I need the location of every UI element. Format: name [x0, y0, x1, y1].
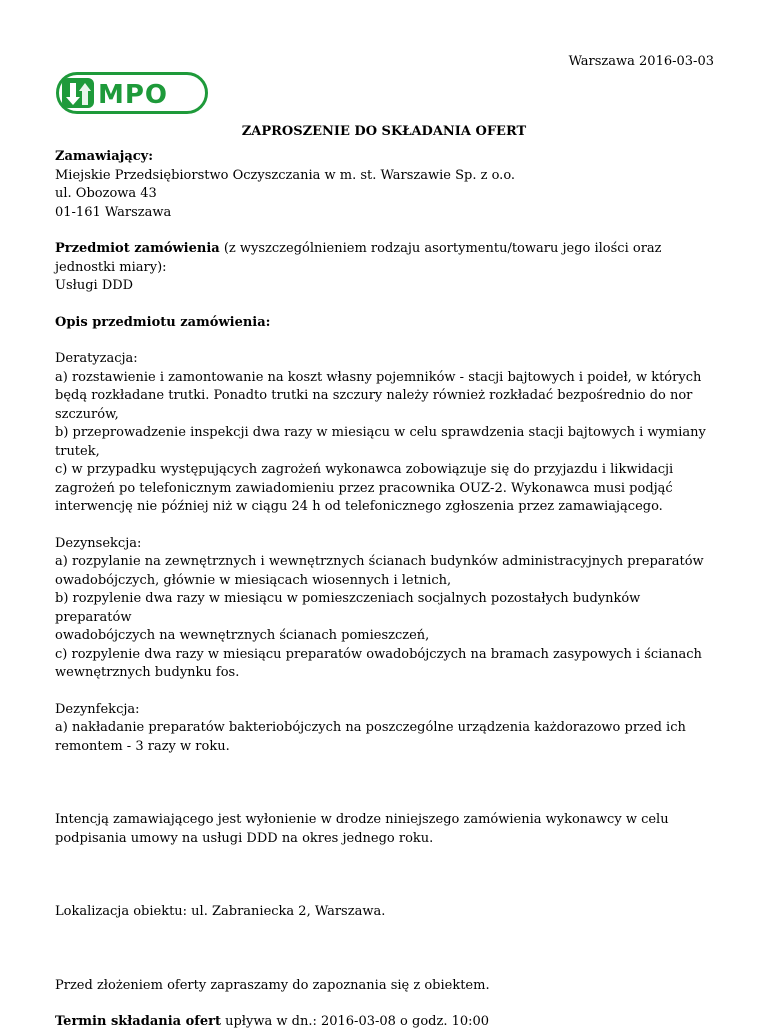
przedmiot-desc: (z wyszczególnieniem rodzaju asortymentu/towaru jego ilości oraz — [219, 241, 662, 256]
dezynsekcja-heading: Dezynsekcja: — [55, 535, 142, 551]
document-title: ZAPROSZENIE DO SKŁADANIA OFERT — [241, 124, 527, 139]
zamawiajacy-street: ul. Obozowa 43 — [55, 186, 157, 201]
dezynsekcja-line: owadobójczych, głównie w miesiącach wiosennych i letnich, — [55, 572, 452, 588]
termin-label: Termin składania ofert — [55, 1014, 221, 1029]
dezynsekcja-line: c) rozpylenie dwa razy w miesiącu preparatów owadobójczych na bramach zasypowych i ścianach — [55, 646, 702, 662]
recycle-arrows-icon — [62, 78, 94, 108]
deratyzacja-line: interwencję nie później niż w ciągu 24 h od telefonicznego zgłoszenia przez zamawiającego. — [55, 499, 663, 514]
deratyzacja-line: będą rozkładane trutki. Ponadto trutki na szczury należy również rozkładać bezpośrednio do nor — [55, 388, 693, 403]
dezynfekcja-line: remontem - 3 razy w roku. — [55, 738, 230, 754]
dezynsekcja-line: b) rozpylenie dwa razy w miesiącu w pomieszczeniach socjalnych pozostałych budynków preparatów — [55, 591, 641, 625]
mpo-logo — [56, 72, 208, 114]
document-body — [55, 148, 720, 1032]
przedmiot-label: Przedmiot zamówienia — [55, 241, 220, 256]
przedmiot-desc-cont: jednostki miary): — [55, 259, 167, 275]
deratyzacja-line: a) rozstawienie i zamontowanie na koszt własny pojemników - stacji bajtowych i poideł, w których — [55, 369, 702, 385]
przedmiot-value: Usługi DDD — [55, 278, 134, 293]
dezynfekcja-line: a) nakładanie preparatów bakteriobójczych na poszczególne urządzenia każdorazowo przed ich — [55, 720, 686, 735]
termin-text: upływa w dn.: 2016-03-08 o godz. 10:00 — [220, 1014, 490, 1029]
zamawiajacy-name: Miejskie Przedsiębiorstwo Oczyszczania w m. st. Warszawie Sp. z o.o. — [55, 167, 516, 183]
dezynsekcja-line: wewnętrznych budynku fos. — [55, 665, 240, 680]
deratyzacja-line: c) w przypadku występujących zagrożeń wykonawca zobowiązuje się do przyjazdu i likwidacji — [55, 462, 674, 477]
deratyzacja-line: b) przeprowadzenie inspekcji dwa razy w miesiącu w celu sprawdzenia stacji bajtowych i wymiany — [55, 425, 706, 440]
zamawiajacy-label: Zamawiający: — [55, 149, 154, 164]
deratyzacja-line: zagrożeń po telefonicznym zawiadomieniu przez pracownika OUZ-2. Wykonawca musi podjąć — [55, 480, 673, 496]
document-date: Warszawa 2016-03-03 — [568, 54, 714, 69]
zamawiajacy-city: 01-161 Warszawa — [55, 204, 172, 220]
deratyzacja-line: trutek, — [55, 443, 100, 459]
dezynfekcja-heading: Dezynfekcja: — [55, 701, 140, 717]
deratyzacja-heading: Deratyzacja: — [55, 351, 138, 366]
termin-paragraph — [55, 1013, 720, 1032]
przedmiot-paragraph — [55, 240, 720, 259]
dezynsekcja-line: owadobójczych na wewnętrznych ścianach pomieszczeń, — [55, 628, 430, 643]
deratyzacja-line: szczurów, — [55, 406, 119, 422]
lokalizacja-line: Lokalizacja obiektu: ul. Zabraniecka 2, Warszawa. — [55, 904, 386, 919]
dezynsekcja-line: a) rozpylanie na zewnętrznych i wewnętrznych ścianach budynków administracyjnych preparatów — [55, 554, 704, 569]
intencja-line: Intencją zamawiającego jest wyłonienie w drodze niniejszego zamówienia wykonawcy w celu — [55, 812, 669, 827]
intencja-line: podpisania umowy na usługi DDD na okres jednego roku. — [55, 830, 434, 846]
opis-label: Opis przedmiotu zamówienia: — [55, 314, 271, 330]
logo-text: MPO — [98, 80, 169, 110]
przed-line: Przed złożeniem oferty zapraszamy do zapoznania się z obiektem. — [55, 977, 490, 993]
